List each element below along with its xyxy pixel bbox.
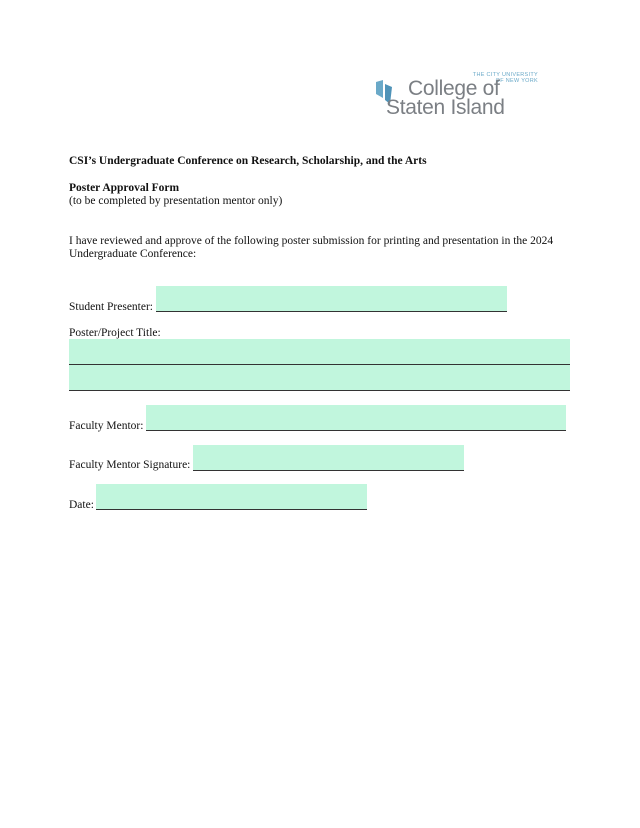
cuny-text: THE CITY UNIVERSITY OF NEW YORK (472, 72, 538, 84)
faculty-signature-input[interactable] (193, 445, 464, 471)
date-input[interactable] (96, 484, 367, 510)
student-presenter-underline (156, 311, 507, 312)
poster-title-input-line-1[interactable] (69, 339, 570, 365)
date-label: Date: (69, 499, 94, 511)
poster-title-label: Poster/Project Title: (69, 327, 161, 339)
form-title: Poster Approval Form (69, 182, 180, 194)
faculty-signature-label: Faculty Mentor Signature: (69, 459, 191, 471)
poster-title-underline-2 (69, 390, 570, 391)
intro-line-1: I have reviewed and approve of the following poster submission for printing and presentation in the 2024 (69, 235, 554, 247)
student-presenter-label: Student Presenter: (69, 301, 153, 313)
conference-heading: CSI’s Undergraduate Conference on Research, Scholarship, and the Arts (69, 155, 427, 167)
student-presenter-input[interactable] (156, 286, 507, 312)
intro-line-2: Undergraduate Conference: (69, 248, 197, 260)
poster-title-input-line-2[interactable] (69, 365, 570, 391)
logo-line-2: Staten Island (386, 96, 505, 119)
faculty-mentor-label: Faculty Mentor: (69, 420, 144, 432)
logo-line-1: College of (408, 77, 500, 100)
date-underline (96, 509, 367, 510)
faculty-mentor-input[interactable] (146, 405, 566, 431)
faculty-signature-underline (193, 470, 464, 471)
college-logo (374, 72, 540, 118)
faculty-mentor-underline (146, 430, 566, 431)
form-subtitle: (to be completed by presentation mentor only) (69, 195, 283, 207)
